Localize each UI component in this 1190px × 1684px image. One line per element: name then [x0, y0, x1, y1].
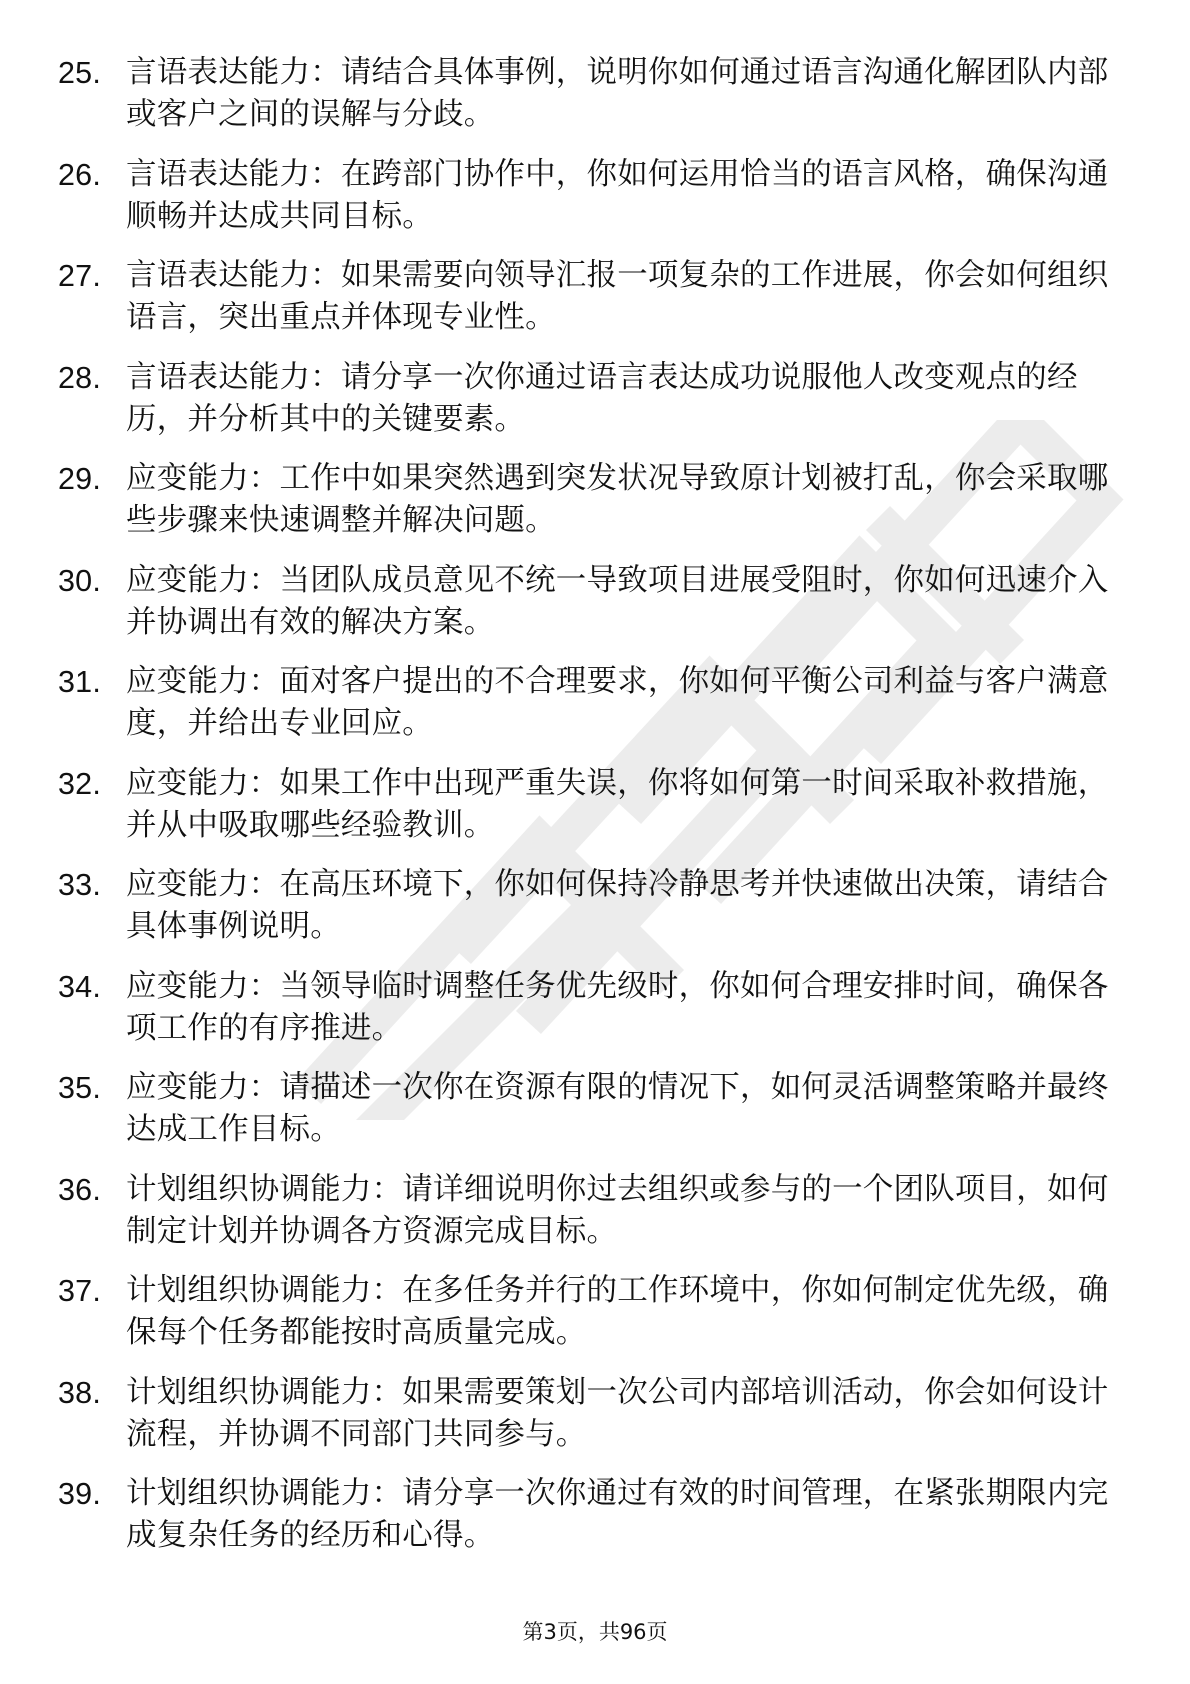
question-text: 应变能力：如果工作中出现严重失误，你将如何第一时间采取补救措施，并从中吸取哪些经验教训。 [126, 765, 1109, 843]
list-item [52, 52, 1132, 136]
question-number: 32. [58, 766, 101, 801]
list-item [52, 864, 1132, 948]
question-text: 计划组织协调能力：在多任务并行的工作环境中，你如何制定优先级，确保每个任务都能按时高质量完成。 [126, 1273, 1109, 1350]
question-text: 应变能力：工作中如果突然遇到突发状况导致原计划被打乱，你会采取哪些步骤来快速调整并解决问题。 [126, 461, 1109, 538]
question-number: 28. [58, 360, 101, 395]
question-text: 言语表达能力：如果需要向领导汇报一项复杂的工作进展，你会如何组织语言，突出重点并体现专业性。 [126, 258, 1109, 335]
question-number: 37. [58, 1274, 101, 1308]
question-text: 言语表达能力：请分享一次你通过语言表达成功说服他人改变观点的经历，并分析其中的关键要素。 [126, 359, 1078, 437]
question-number: 30. [58, 563, 101, 598]
question-text: 计划组织协调能力：请分享一次你通过有效的时间管理，在紧张期限内完成复杂任务的经历和心得。 [126, 1476, 1109, 1553]
question-text: 言语表达能力：在跨部门协作中，你如何运用恰当的语言风格，确保沟通顺畅并达成共同目标。 [126, 156, 1109, 234]
list-item [52, 1169, 1132, 1253]
list-item [52, 966, 1132, 1050]
list-item [52, 154, 1132, 238]
question-number: 33. [58, 868, 101, 902]
page-footer [0, 1618, 1190, 1646]
question-number: 31. [58, 665, 101, 699]
question-number: 25. [58, 56, 101, 90]
list-item [52, 1067, 1132, 1151]
list-item [52, 661, 1132, 745]
list-item [52, 458, 1132, 542]
list-item [52, 255, 1132, 339]
list-item [52, 1270, 1132, 1354]
question-text: 言语表达能力：请结合具体事例，说明你如何通过语言沟通化解团队内部或客户之间的误解与分歧。 [126, 55, 1109, 132]
question-text: 计划组织协调能力：如果需要策划一次公司内部培训活动，你会如何设计流程，并协调不同部门共同参与。 [126, 1374, 1109, 1452]
question-text: 应变能力：在高压环境下，你如何保持冷静思考并快速做出决策，请结合具体事例说明。 [126, 867, 1109, 944]
question-number: 27. [58, 259, 101, 293]
list-item [52, 1372, 1132, 1456]
question-number: 29. [58, 462, 101, 496]
question-number: 34. [58, 969, 101, 1004]
question-text: 计划组织协调能力：请详细说明你过去组织或参与的一个团队项目，如何制定计划并协调各方资源完成目标。 [126, 1171, 1109, 1249]
question-text: 应变能力：当领导临时调整任务优先级时，你如何合理安排时间，确保各项工作的有序推进。 [126, 968, 1109, 1046]
question-text: 应变能力：当团队成员意见不统一导致项目进展受阻时，你如何迅速介入并协调出有效的解决方案。 [126, 562, 1109, 640]
list-item [52, 560, 1132, 644]
question-list [52, 52, 1132, 1575]
list-item [52, 763, 1132, 847]
page-number-label: 第3页，共96页 [522, 1620, 668, 1644]
question-number: 38. [58, 1375, 101, 1410]
question-number: 26. [58, 157, 101, 192]
question-text: 应变能力：请描述一次你在资源有限的情况下，如何灵活调整策略并最终达成工作目标。 [126, 1070, 1109, 1147]
question-number: 36. [58, 1172, 101, 1207]
question-text: 应变能力：面对客户提出的不合理要求，你如何平衡公司利益与客户满意度，并给出专业回应。 [126, 664, 1109, 741]
question-number: 39. [58, 1477, 101, 1511]
list-item [52, 1473, 1132, 1557]
list-item [52, 357, 1132, 441]
question-number: 35. [58, 1071, 101, 1105]
